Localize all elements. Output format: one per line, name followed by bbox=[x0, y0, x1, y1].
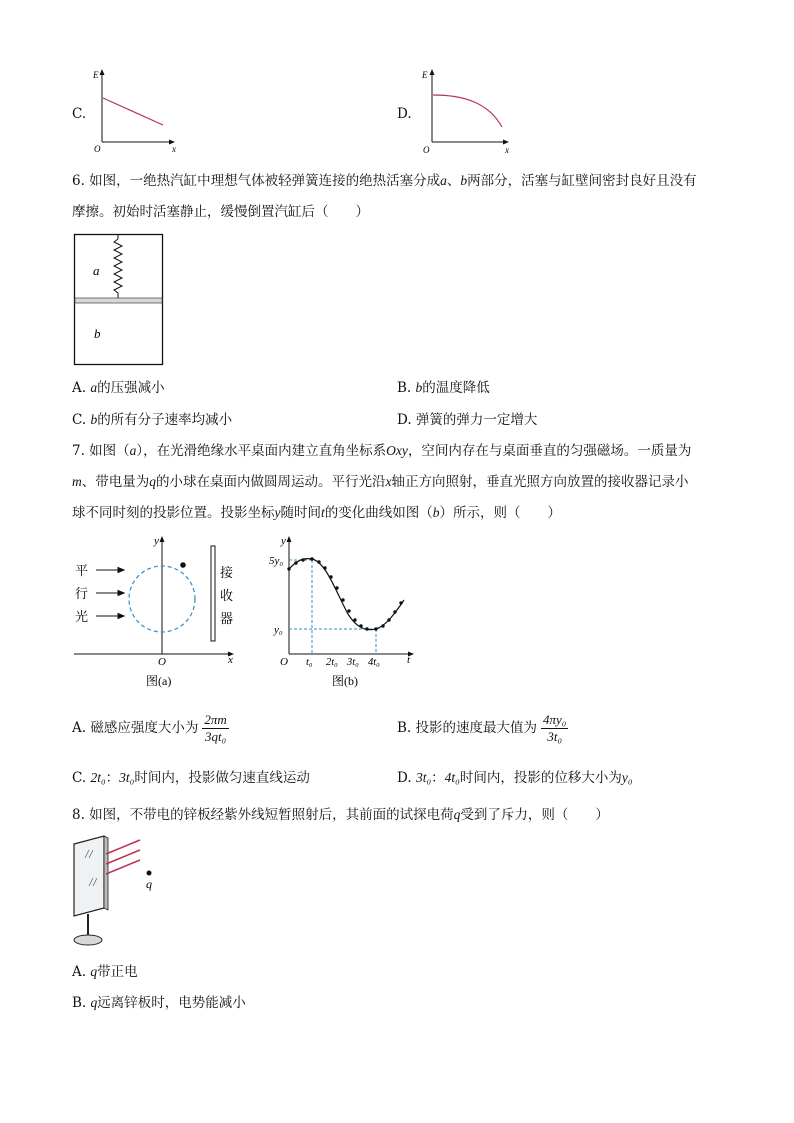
q5-c-curve bbox=[103, 98, 163, 125]
q7-b-tick-3t0: 3t₀ bbox=[347, 657, 359, 668]
q5-c-axis-e: E bbox=[93, 70, 99, 80]
q8-fig-label-q: q bbox=[146, 877, 152, 891]
q7-receiver-char-1: 接 bbox=[220, 565, 234, 580]
q6-option-d[interactable]: D. 弹簧的弹力一定增大 bbox=[397, 412, 538, 428]
q6-fig-label-b: b bbox=[94, 326, 101, 341]
q5-c-origin: O bbox=[94, 144, 101, 154]
q6-stem-line2: 摩擦。初始时活塞静止，缓慢倒置汽缸后（ ） bbox=[72, 204, 369, 220]
q7-b-axis-t: t bbox=[407, 654, 411, 666]
q7-stem-line2: m、带电量为q的小球在桌面内做圆周运动。平行光沿x轴正方向照射，垂直光照方向放置的接收器记录小 bbox=[72, 474, 689, 490]
q8-test-charge bbox=[147, 871, 152, 876]
q7-b-tick-5y0: 5y₀ bbox=[269, 555, 284, 567]
q7-option-d[interactable]: D. 3t₀：4t₀时间内，投影的位移大小为y₀ bbox=[397, 770, 633, 786]
q7-a-axis-x: x bbox=[228, 654, 233, 666]
q5-d-origin: O bbox=[423, 145, 430, 155]
q7-b-tick-2t0: 2t₀ bbox=[326, 657, 338, 668]
q7-option-c[interactable]: C. 2t₀：3t₀时间内，投影做匀速直线运动 bbox=[72, 770, 310, 786]
q6-fig-label-a: a bbox=[93, 263, 100, 278]
q7-b-tick-y0: y₀ bbox=[274, 624, 283, 636]
q6-cylinder-figure bbox=[72, 232, 166, 368]
q7-b-tick-t0: t₀ bbox=[306, 657, 313, 668]
q7-receiver bbox=[211, 546, 215, 641]
q5-option-d-graph bbox=[418, 66, 518, 156]
q7-stem-line1: 7. 如图（a），在光滑绝缘水平桌面内建立直角坐标系Oxy，空间内存在与桌面垂直的匀强磁场。一质量为 bbox=[72, 443, 692, 459]
q7-b-axis-y: y bbox=[281, 535, 286, 547]
q6-option-b[interactable]: B. b的温度降低 bbox=[397, 380, 490, 396]
q7-light-char-2: 行 bbox=[75, 586, 89, 601]
q7-projection-curve bbox=[289, 559, 404, 630]
q5-d-curve bbox=[433, 95, 502, 127]
q7-a-axis-y: y bbox=[154, 535, 159, 547]
q6-stem-line1: 6. 如图，一绝热汽缸中理想气体被轻弹簧连接的绝热活塞分成a、b两部分，活塞与缸壁间密封良好且没有 bbox=[72, 173, 697, 189]
q7-ball bbox=[180, 562, 186, 568]
q7-b-caption: 图(b) bbox=[332, 674, 358, 688]
q7-a-origin: O bbox=[158, 656, 166, 668]
q8-option-a[interactable]: A. q带正电 bbox=[72, 964, 138, 980]
q7-a-caption: 图(a) bbox=[146, 674, 172, 688]
q6-option-c[interactable]: C. b的所有分子速率均减小 bbox=[72, 412, 233, 428]
q7-light-char-1: 平 bbox=[75, 563, 89, 578]
q7-receiver-char-3: 器 bbox=[220, 611, 234, 626]
q7-option-a[interactable]: A. 磁感应强度大小为 $\frac{2\pi m}{\text{3qt₀}}$ bbox=[72, 712, 227, 744]
q5-option-c-label: C. bbox=[72, 106, 87, 122]
q7-b-tick-4t0: 4t₀ bbox=[368, 657, 380, 668]
q5-d-axis-x: x bbox=[505, 145, 509, 155]
q5-option-d-label: D. bbox=[397, 106, 412, 122]
q7-b-origin: O bbox=[280, 656, 288, 668]
q7-figure-a bbox=[72, 532, 252, 692]
q8-zinc-plate-figure bbox=[66, 832, 166, 952]
q7-figure-b bbox=[268, 532, 420, 692]
q7-light-char-3: 光 bbox=[75, 609, 89, 624]
q6-option-a[interactable]: A. a的压强减小 bbox=[72, 380, 165, 396]
q5-d-axis-e: E bbox=[422, 70, 428, 80]
q8-option-b[interactable]: B. q远离锌板时，电势能减小 bbox=[72, 995, 246, 1011]
q8-zinc-plate bbox=[74, 836, 104, 916]
q7-receiver-char-2: 收 bbox=[220, 588, 234, 603]
q8-uv-rays bbox=[106, 840, 140, 874]
q7-option-b[interactable]: B. 投影的速度最大值为 $\frac{\text{4πy₀}}{\text{3t₀}}$ bbox=[397, 712, 567, 744]
q7-curve-points bbox=[287, 557, 402, 630]
q5-option-c-graph bbox=[88, 66, 184, 154]
q5-c-axis-x: x bbox=[172, 144, 176, 154]
q7-stem-line3: 球不同时刻的投影位置。投影坐标y随时间t的变化曲线如图（b）所示，则（ ） bbox=[72, 505, 562, 521]
q6-spring bbox=[114, 239, 122, 298]
q8-stem: 8. 如图，不带电的锌板经紫外线短暂照射后，其前面的试探电荷q受到了斥力，则（ ） bbox=[72, 807, 609, 823]
